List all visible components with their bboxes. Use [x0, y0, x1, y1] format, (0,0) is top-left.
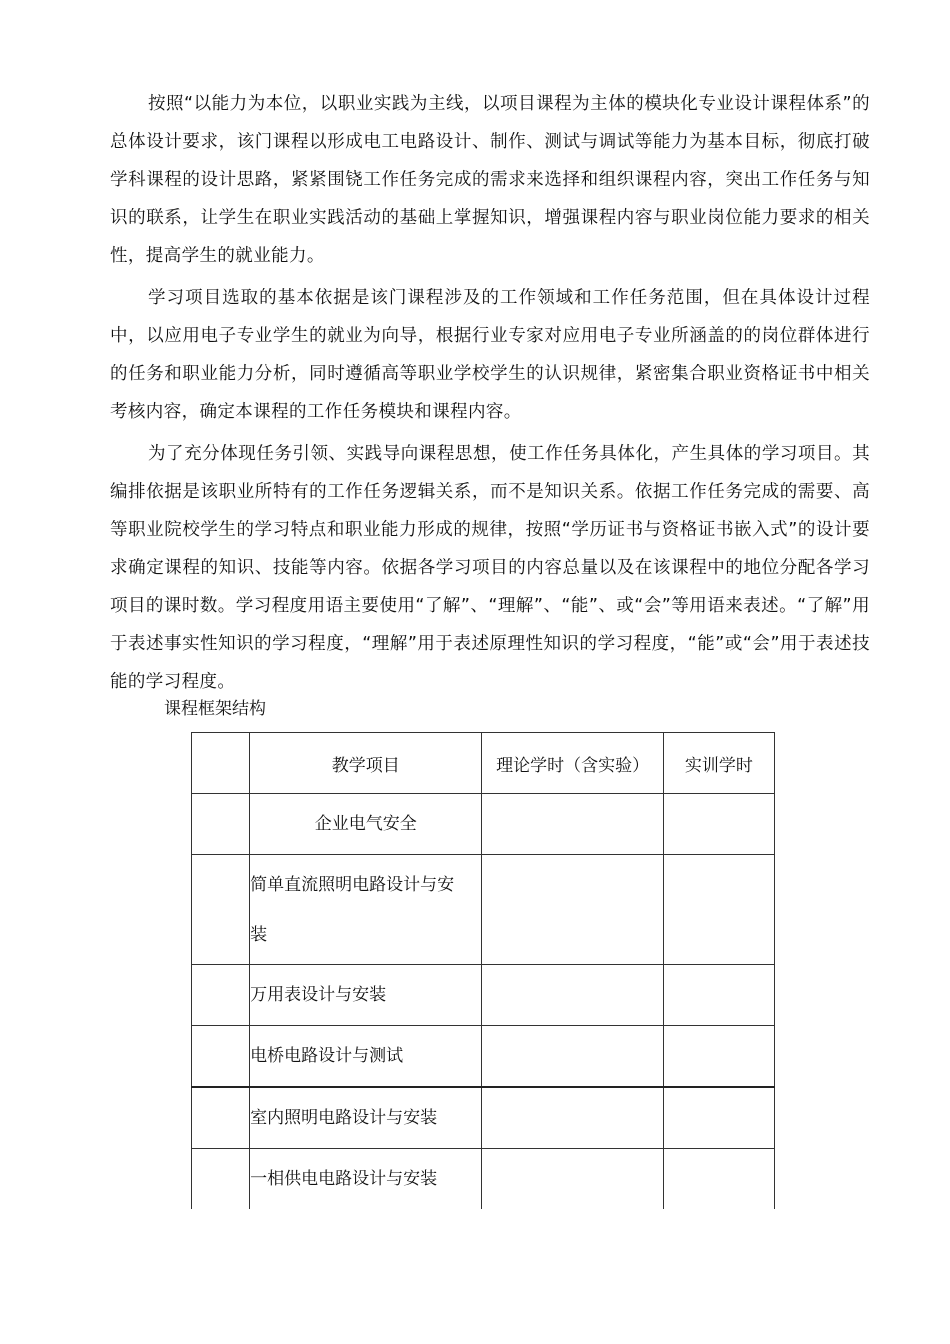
- paragraph-2: 学习项目选取的基本依据是该门课程涉及的工作领域和工作任务范围，但在具体设计过程中，以应用电子专业学生的就业为向导，根据行业专家对应用电子专业所涵盖的的岗位群体进行的任务和职业能力分析，同时遵循高等职业学校学生的认识规律，紧密集合职业资格证书中相关考核内容，确定本课程的工作任务模块和课程内容。: [110, 288, 870, 422]
- paragraph-3: 为了充分体现任务引领、实践导向课程思想，使工作任务具体化，产生具体的学习项目。其编排依据是该职业所特有的工作任务逻辑关系，而不是知识关系。依据工作任务完成的需要、高等职业院校学生的学习特点和职业能力形成的规律，按照“学历证书与资格证书嵌入式”的设计要求确定课程的知识、技能等内容。依据各学习项目的内容总量以及在该课程中的地位分配各学习项目的课时数。学习程度用语主要使用“了解”、“理解”、“能”、或“会”等用语来表述。“了解”用于表述事实性知识的学习程度，“理解”用于表述原理性知识的学习程度，“能”或“会”用于表述技能的学习程度。: [110, 444, 870, 692]
- practice-hours-cell: [663, 855, 774, 965]
- project-name-cell: 一相供电电路设计与安装: [250, 1149, 482, 1210]
- project-name-cell: 室内照明电路设计与安装: [250, 1087, 482, 1149]
- table-row: [192, 855, 775, 965]
- body-text: [110, 85, 870, 705]
- table-header-row: [192, 733, 775, 794]
- table-cell: [192, 965, 250, 1026]
- practice-hours-cell: [663, 1026, 774, 1088]
- theory-hours-cell: [482, 855, 663, 965]
- project-name-cell: 简单直流照明电路设计与安装: [250, 855, 482, 965]
- table-cell: [192, 1149, 250, 1210]
- paragraph-1: 按照“以能力为本位，以职业实践为主线，以项目课程为主体的模块化专业设计课程体系”的总体设计要求，该门课程以形成电工电路设计、制作、测试与调试等能力为基本目标，彻底打破学科课程的设计思路，紧紧围铙工作任务完成的需求来选择和组织课程内容，突出工作任务与知识的联系，让学生在职业实践活动的基础上掌握知识，增强课程内容与职业岗位能力要求的相关性，提高学生的就业能力。: [110, 94, 870, 266]
- table-row: [192, 965, 775, 1026]
- project-name-cell: 企业电气安全: [250, 794, 482, 855]
- table-cell: [192, 1087, 250, 1149]
- practice-hours-cell: [663, 965, 774, 1026]
- section-label: 课程框架结构: [164, 699, 266, 719]
- table-row: [192, 1026, 775, 1088]
- theory-hours-cell: [482, 965, 663, 1026]
- table-cell: [192, 1026, 250, 1088]
- practice-hours-cell: [663, 794, 774, 855]
- table-row: [192, 794, 775, 855]
- project-name-cell: 万用表设计与安装: [250, 965, 482, 1026]
- theory-hours-cell: [482, 1149, 663, 1210]
- course-framework-table: [191, 732, 775, 1209]
- project-name-cell: 电桥电路设计与测试: [250, 1026, 482, 1088]
- table-row: [192, 1149, 775, 1210]
- header-cell-theory-hours: 理论学时（含实验）: [482, 733, 663, 794]
- practice-hours-cell: [663, 1149, 774, 1210]
- table-cell: [192, 794, 250, 855]
- practice-hours-cell: [663, 1087, 774, 1149]
- header-cell-index: [192, 733, 250, 794]
- theory-hours-cell: [482, 1026, 663, 1088]
- theory-hours-cell: [482, 1087, 663, 1149]
- header-cell-project: 教学项目: [250, 733, 482, 794]
- table-row: [192, 1087, 775, 1149]
- header-cell-practice-hours: 实训学时: [663, 733, 774, 794]
- table-cell: [192, 855, 250, 965]
- theory-hours-cell: [482, 794, 663, 855]
